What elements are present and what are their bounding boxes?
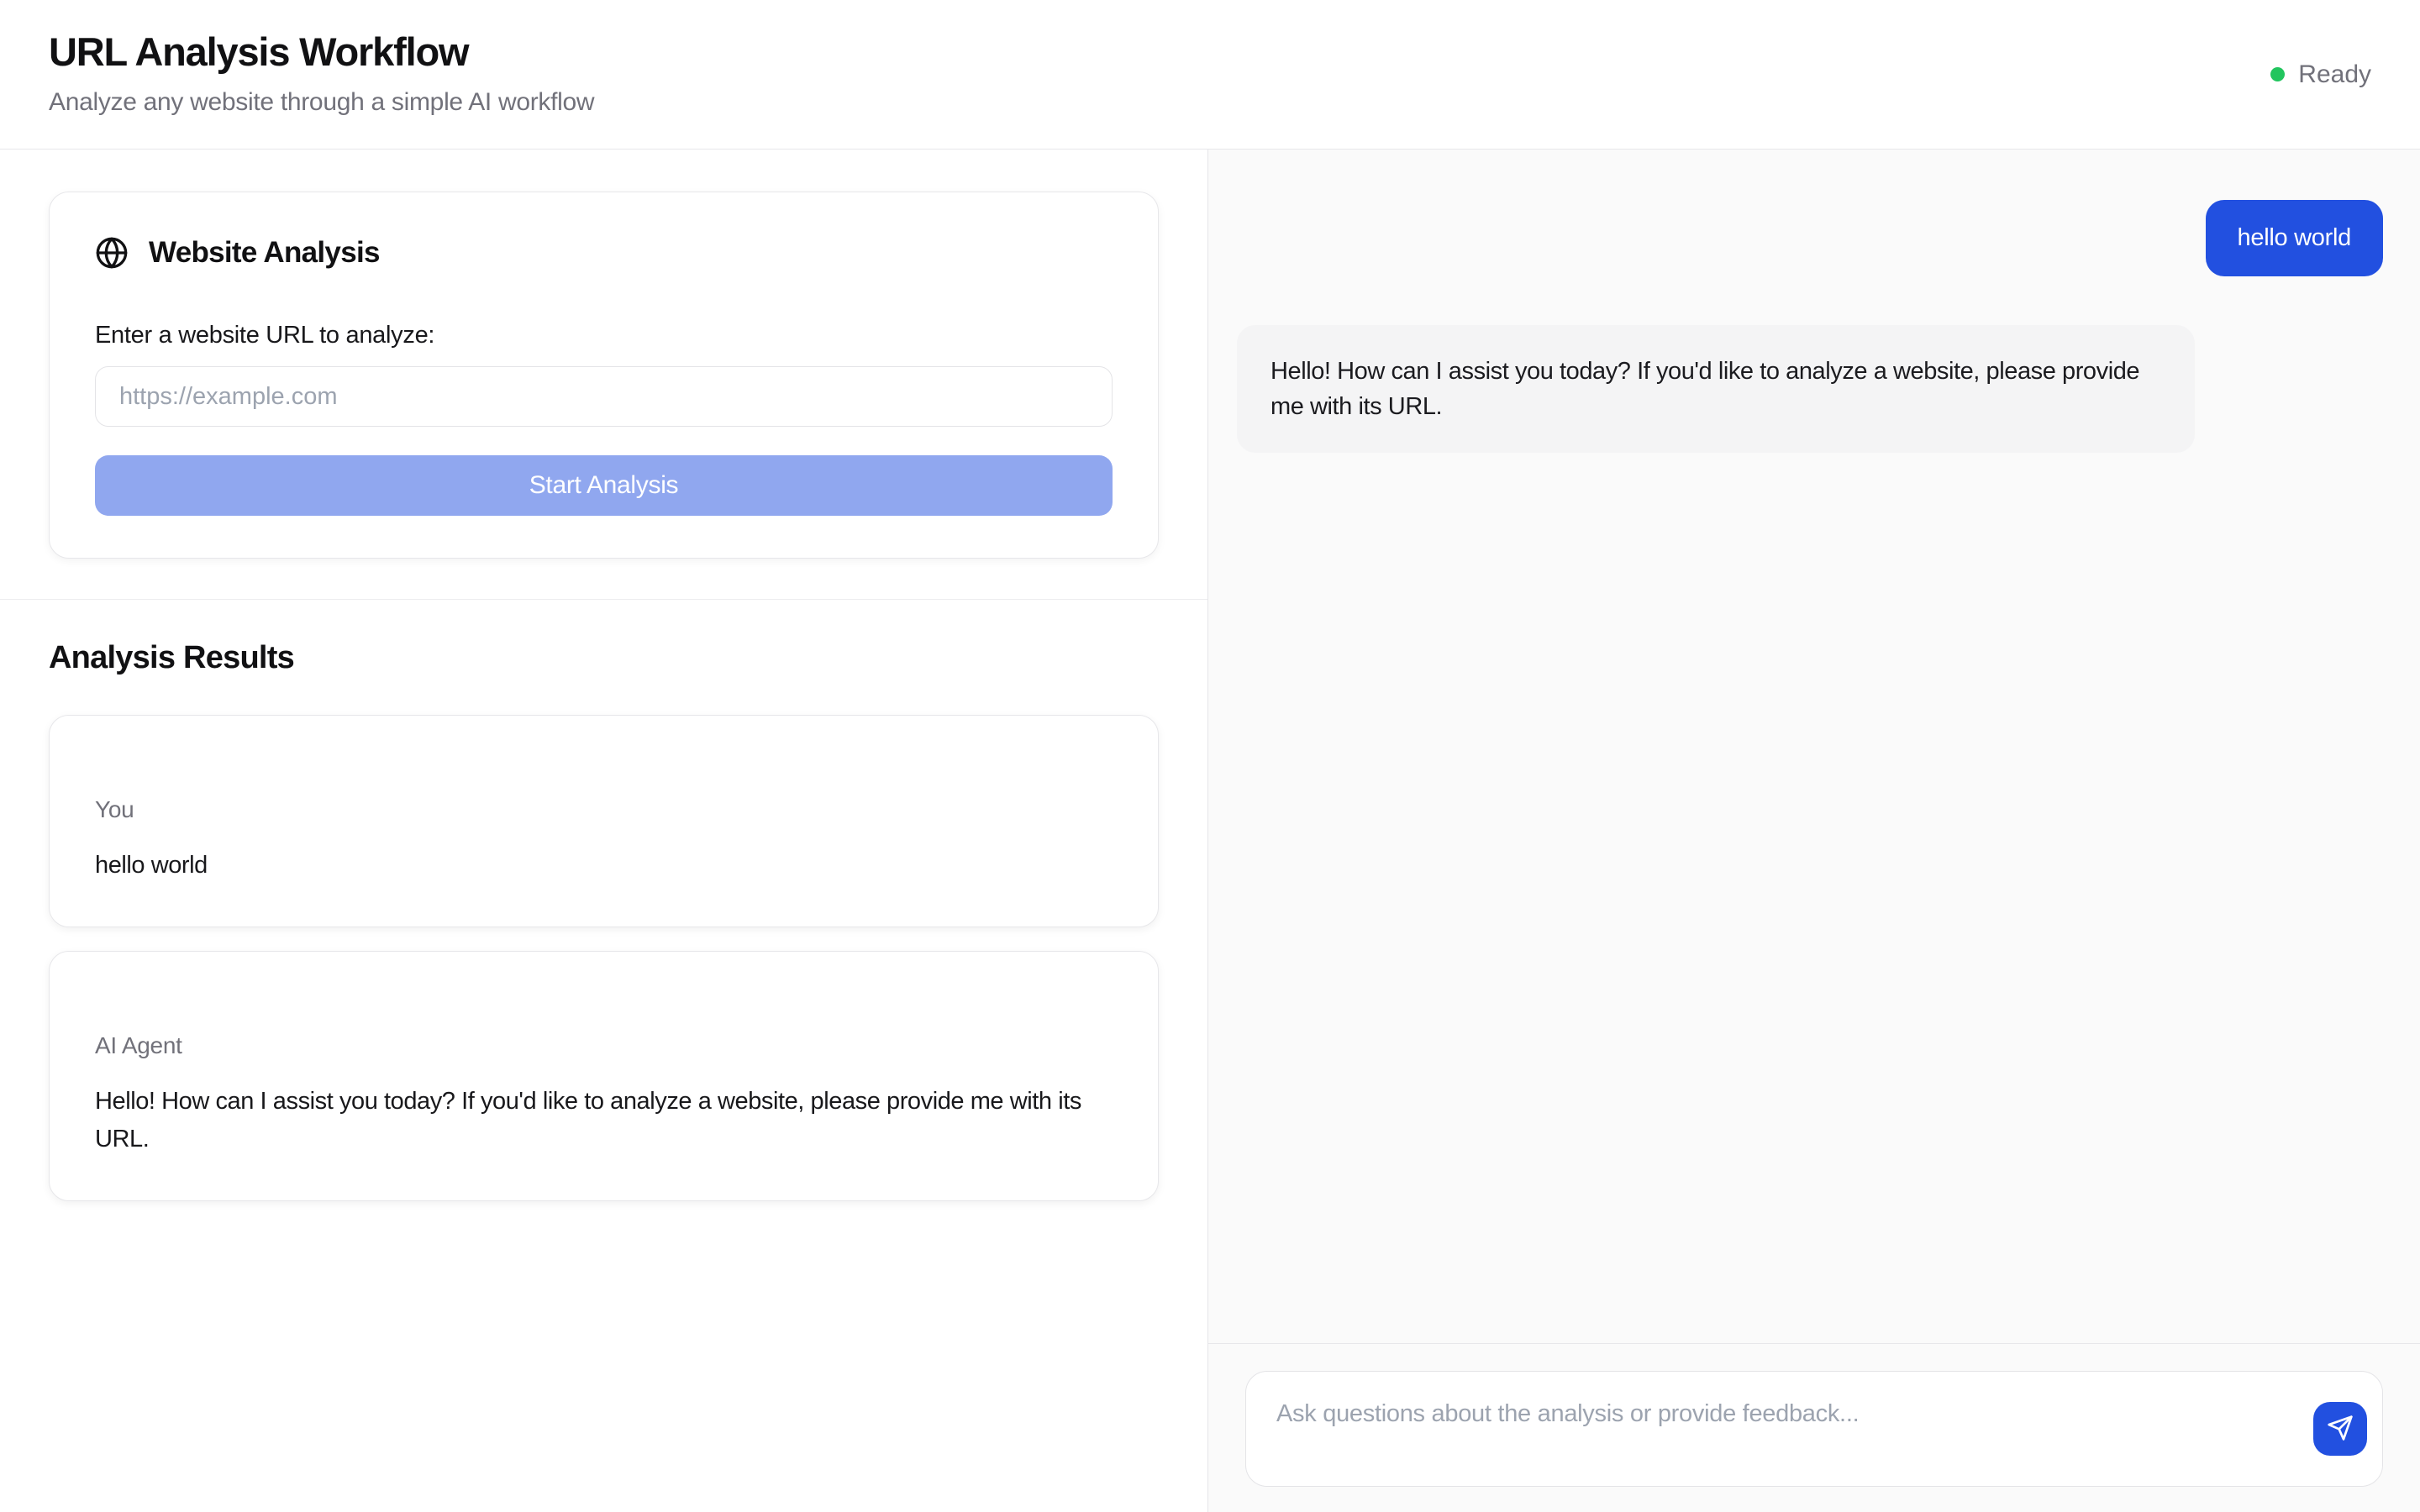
chat-input-bar [1208, 1343, 2420, 1512]
results-heading: Analysis Results [49, 640, 294, 675]
status-dot-icon [2270, 67, 2285, 81]
status-badge [2270, 60, 2371, 89]
url-field-label: Enter a website URL to analyze: [95, 322, 435, 349]
card-title-row [95, 236, 1113, 270]
analysis-results-section [0, 600, 1207, 1265]
card-title: Website Analysis [149, 236, 380, 269]
chat-message-list [1208, 150, 2420, 1343]
url-input[interactable] [95, 366, 1113, 427]
result-card-agent [49, 951, 1159, 1201]
globe-icon [95, 236, 129, 270]
chat-message-assistant [1237, 325, 2383, 453]
chat-panel [1208, 150, 2420, 1512]
start-analysis-button[interactable]: Start Analysis [95, 455, 1113, 516]
main-content [0, 150, 2420, 1512]
send-icon [2327, 1415, 2354, 1444]
assistant-chat-bubble: Hello! How can I assist you today? If you'd like to analyze a website, please provide me with its URL. [1237, 325, 2195, 453]
chat-message-user [1237, 200, 2383, 276]
result-role-label: You [95, 796, 134, 822]
result-text: Hello! How can I assist you today? If you'd like to analyze a website, please provide me with its URL. [95, 1087, 1081, 1152]
header [0, 0, 2420, 150]
page-title: URL Analysis Workflow [49, 29, 469, 74]
chat-input-container [1245, 1371, 2383, 1487]
result-text: hello world [95, 852, 208, 879]
status-label: Ready [2298, 60, 2371, 88]
website-analysis-card [49, 192, 1159, 559]
send-button[interactable] [2313, 1402, 2367, 1456]
chat-input[interactable] [1246, 1372, 2382, 1486]
page-subtitle: Analyze any website through a simple AI workflow [49, 88, 595, 116]
result-role-label: AI Agent [95, 1032, 182, 1058]
result-card-user [49, 715, 1159, 927]
analysis-panel [0, 150, 1208, 1512]
user-chat-bubble: hello world [2206, 200, 2383, 276]
url-form-section [0, 150, 1207, 600]
